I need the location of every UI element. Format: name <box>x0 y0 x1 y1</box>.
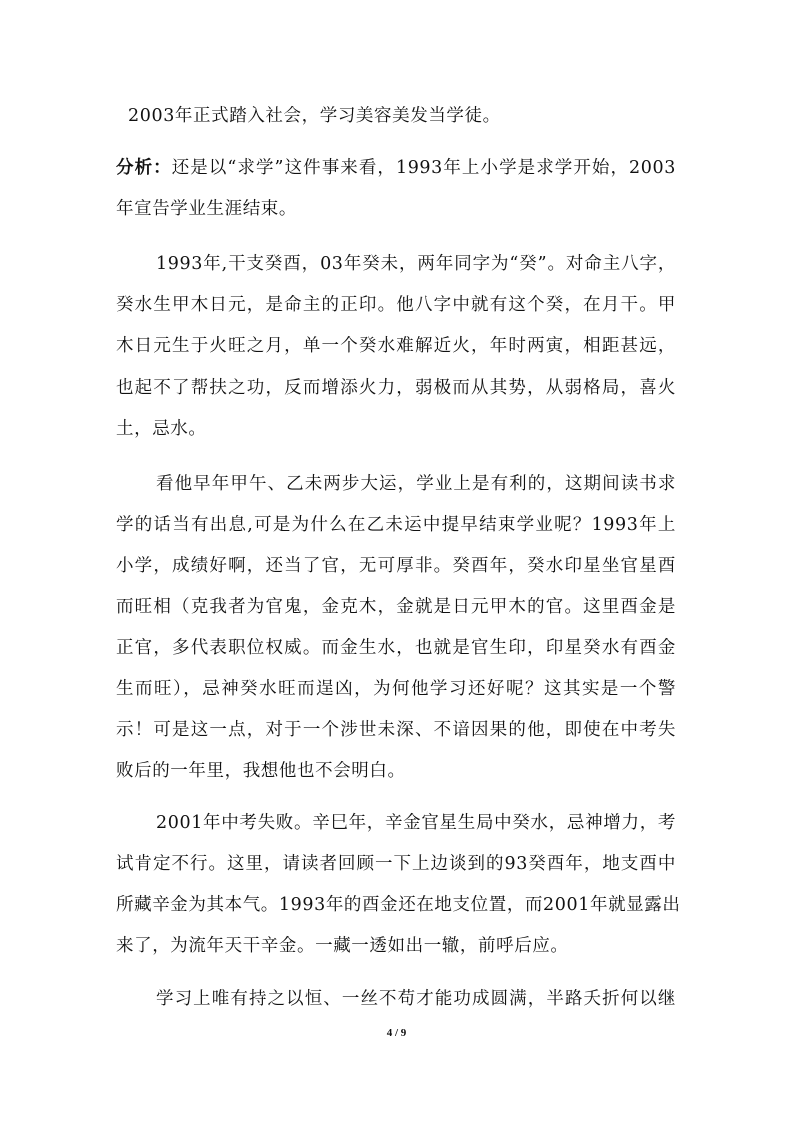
paragraph-2-line-1 <box>116 156 676 180</box>
paragraph-4-line-2: 学的话当有出息,可是为什么在乙未运中提早结束学业呢？1993年上 <box>116 515 676 535</box>
paragraph-2-line-2: 年宣告学业生涯结束。 <box>116 199 297 219</box>
paragraph-4-line-6: 生而旺），忌神癸水旺而逞凶，为何他学习还好呢？这其实是一个警 <box>116 679 676 699</box>
paragraph-4-line-1: 看他早年甲午、乙未两步大运，学业上是有利的，这期间读书求 <box>156 474 676 494</box>
paragraph-3-line-2: 癸水生甲木日元，是命主的正印。他八字中就有这个癸，在月干。甲 <box>116 295 676 315</box>
paragraph-3-line-5: 土，忌水。 <box>116 419 207 439</box>
paragraph-5-line-3: 所藏辛金为其本气。1993年的酉金还在地支位置，而2001年就显露出 <box>116 895 681 915</box>
paragraph-4-line-5: 正官，多代表职位权威。而金生水，也就是官生印，印星癸水有酉金 <box>116 638 676 658</box>
paragraph-4-line-3: 小学，成绩好啊，还当了官，无可厚非。癸酉年，癸水印星坐官星酉 <box>116 556 676 576</box>
paragraph-3-line-1: 1993年,干支癸酉，03年癸未，两年同字为“癸”。对命主八字， <box>156 254 676 274</box>
paragraph-1-line-1: 2003年正式踏入社会，学习美容美发当学徒。 <box>128 106 501 126</box>
paragraph-6-line-1: 学习上唯有持之以恒、一丝不苟才能功成圆满，半路夭折何以继 <box>156 989 676 1009</box>
paragraph-5-line-1: 2001年中考失败。辛巳年，辛金官星生局中癸水，忌神增力，考 <box>156 813 676 833</box>
paragraph-4-line-4: 而旺相（克我者为官鬼，金克木，金就是日元甲木的官。这里酉金是 <box>116 597 676 617</box>
paragraph-3-line-3: 木日元生于火旺之月，单一个癸水难解近火，年时两寅，相距甚远， <box>116 336 676 356</box>
analysis-text: 还是以“求学”这件事来看，1993年上小学是求学开始，2003 <box>171 158 676 178</box>
paragraph-5-line-2: 试肯定不行。这里，请读者回顾一下上边谈到的93癸酉年，地支酉中 <box>116 854 676 874</box>
paragraph-3-line-4: 也起不了帮扶之功，反而增添火力，弱极而从其势，从弱格局，喜火 <box>116 378 676 398</box>
paragraph-4-line-7: 示！可是这一点，对于一个涉世未深、不谙因果的他，即使在中考失 <box>116 720 676 740</box>
page-number: 4 / 9 <box>386 1027 407 1039</box>
paragraph-4-line-8: 败后的一年里，我想他也不会明白。 <box>116 761 406 781</box>
analysis-label: 分析： <box>116 158 172 178</box>
paragraph-5-line-4: 来了，为流年天干辛金。一藏一透如出一辙，前呼后应。 <box>116 936 569 956</box>
